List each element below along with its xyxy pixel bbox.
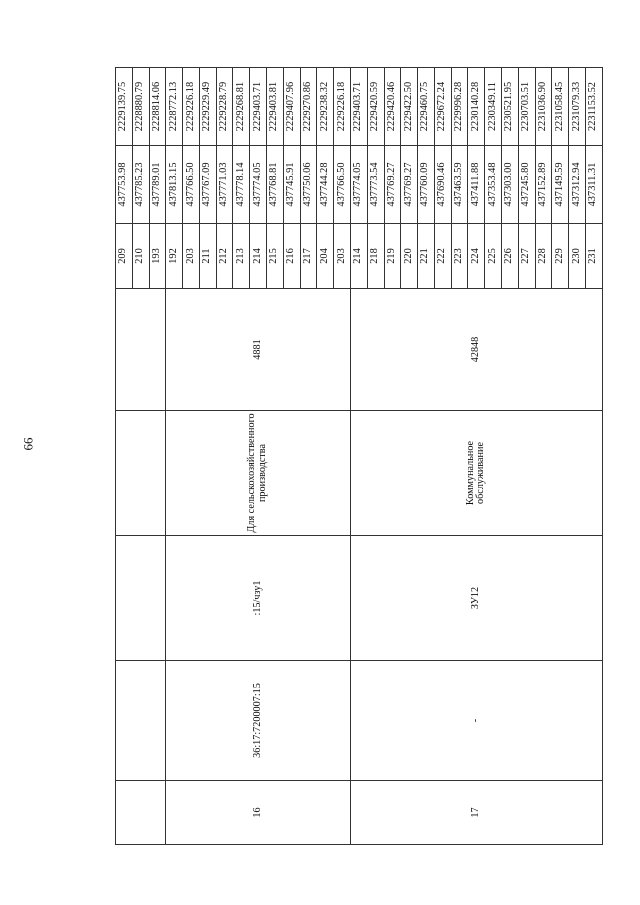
- coordinate-y: 2230349.11: [485, 68, 502, 146]
- coordinate-x: 437766.50: [183, 146, 200, 224]
- plot-designation: :15/чзу1: [166, 536, 351, 661]
- plot-area: 42848: [350, 289, 602, 411]
- coordinate-y: 2229460.75: [418, 68, 435, 146]
- coordinate-y: 2229226.18: [334, 68, 351, 146]
- point-number: 203: [183, 224, 200, 289]
- coordinate-x: 437744.28: [317, 146, 334, 224]
- coordinates-table: [115, 67, 603, 845]
- coordinate-y: 2229403.81: [267, 68, 284, 146]
- point-number: 214: [350, 224, 367, 289]
- coordinate-x: 437690.46: [434, 146, 451, 224]
- coordinate-y: 2228814.06: [149, 68, 166, 146]
- point-number: 230: [569, 224, 586, 289]
- point-number: 231: [585, 224, 602, 289]
- coordinate-y: 2231153.52: [585, 68, 602, 146]
- coordinate-x: 437303.00: [501, 146, 518, 224]
- cadastral-number: 36:17:7200007:15: [166, 661, 351, 781]
- point-number: 214: [250, 224, 267, 289]
- point-number: 193: [149, 224, 166, 289]
- point-number: 204: [317, 224, 334, 289]
- coordinate-x: 437152.89: [535, 146, 552, 224]
- coordinate-x: 437778.14: [233, 146, 250, 224]
- coordinate-x: 437785.23: [132, 146, 149, 224]
- coordinate-y: 2229403.71: [350, 68, 367, 146]
- point-number: 217: [300, 224, 317, 289]
- coordinate-y: 2230140.28: [468, 68, 485, 146]
- coordinate-y: 2229420.46: [384, 68, 401, 146]
- coordinate-x: 437773.54: [367, 146, 384, 224]
- point-number: 213: [233, 224, 250, 289]
- point-number: 224: [468, 224, 485, 289]
- coordinate-y: 2230703.51: [518, 68, 535, 146]
- cadastral-number: -: [350, 661, 602, 781]
- row-index: 17: [350, 781, 602, 845]
- plot-area: 4881: [166, 289, 351, 411]
- coordinate-x: 437771.03: [216, 146, 233, 224]
- coordinate-y: 2231058.45: [552, 68, 569, 146]
- coordinate-x: 437463.59: [451, 146, 468, 224]
- point-number: 220: [401, 224, 418, 289]
- table-body: [116, 68, 603, 845]
- coordinate-y: 2228772.13: [166, 68, 183, 146]
- plot-designation: [116, 536, 166, 661]
- point-number: 211: [199, 224, 216, 289]
- coordinate-y: 2229228.79: [216, 68, 233, 146]
- coordinate-y: 2229270.86: [300, 68, 317, 146]
- coordinate-x: 437753.98: [116, 146, 133, 224]
- point-number: 222: [434, 224, 451, 289]
- coordinate-y: 2229403.71: [250, 68, 267, 146]
- table-row: [116, 68, 133, 845]
- land-use-purpose: Коммунальное обслуживание: [350, 411, 602, 536]
- coordinate-x: 437311.31: [585, 146, 602, 224]
- table-row: [350, 68, 367, 845]
- coordinate-x: 437760.09: [418, 146, 435, 224]
- coordinate-y: 2229226.18: [183, 68, 200, 146]
- point-number: 210: [132, 224, 149, 289]
- point-number: 218: [367, 224, 384, 289]
- coordinate-y: 2229139.75: [116, 68, 133, 146]
- coordinate-y: 2229238.32: [317, 68, 334, 146]
- coordinate-x: 437411.88: [468, 146, 485, 224]
- point-number: 216: [283, 224, 300, 289]
- coordinate-x: 437745.91: [283, 146, 300, 224]
- coordinate-x: 437768.81: [267, 146, 284, 224]
- point-number: 228: [535, 224, 552, 289]
- row-index: 16: [166, 781, 351, 845]
- point-number: 203: [334, 224, 351, 289]
- coordinate-x: 437750.06: [300, 146, 317, 224]
- coordinate-y: 2230521.95: [501, 68, 518, 146]
- coordinate-y: 2229422.50: [401, 68, 418, 146]
- point-number: 223: [451, 224, 468, 289]
- row-index: [116, 781, 166, 845]
- coordinate-x: 437312.94: [569, 146, 586, 224]
- coordinate-x: 437774.05: [250, 146, 267, 224]
- coordinate-y: 2229229.49: [199, 68, 216, 146]
- coordinate-x: 437766.50: [334, 146, 351, 224]
- coordinate-x: 437149.59: [552, 146, 569, 224]
- coordinate-x: 437767.09: [199, 146, 216, 224]
- coordinate-y: 2229407.96: [283, 68, 300, 146]
- coordinate-y: 2231079.33: [569, 68, 586, 146]
- plot-designation: ЗУ12: [350, 536, 602, 661]
- coordinate-x: 437769.27: [401, 146, 418, 224]
- coordinate-x: 437245.80: [518, 146, 535, 224]
- coordinate-x: 437353.48: [485, 146, 502, 224]
- plot-area: [116, 289, 166, 411]
- land-use-purpose: Для сельскохозяйственного производства: [166, 411, 351, 536]
- coordinate-y: 2231036.90: [535, 68, 552, 146]
- rotated-table-container: [115, 68, 602, 845]
- coordinate-y: 2228880.79: [132, 68, 149, 146]
- point-number: 221: [418, 224, 435, 289]
- coordinate-y: 2229996.28: [451, 68, 468, 146]
- point-number: 212: [216, 224, 233, 289]
- point-number: 192: [166, 224, 183, 289]
- land-use-purpose: [116, 411, 166, 536]
- point-number: 215: [267, 224, 284, 289]
- coordinate-y: 2229420.59: [367, 68, 384, 146]
- point-number: 227: [518, 224, 535, 289]
- cadastral-number: [116, 661, 166, 781]
- page-number: 66: [20, 437, 36, 451]
- table-row: [166, 68, 183, 845]
- coordinate-x: 437789.01: [149, 146, 166, 224]
- coordinate-x: 437769.27: [384, 146, 401, 224]
- point-number: 219: [384, 224, 401, 289]
- point-number: 226: [501, 224, 518, 289]
- coordinate-y: 2229268.81: [233, 68, 250, 146]
- point-number: 229: [552, 224, 569, 289]
- point-number: 225: [485, 224, 502, 289]
- point-number: 209: [116, 224, 133, 289]
- coordinate-x: 437813.15: [166, 146, 183, 224]
- coordinate-y: 2229672.24: [434, 68, 451, 146]
- coordinate-x: 437774.05: [350, 146, 367, 224]
